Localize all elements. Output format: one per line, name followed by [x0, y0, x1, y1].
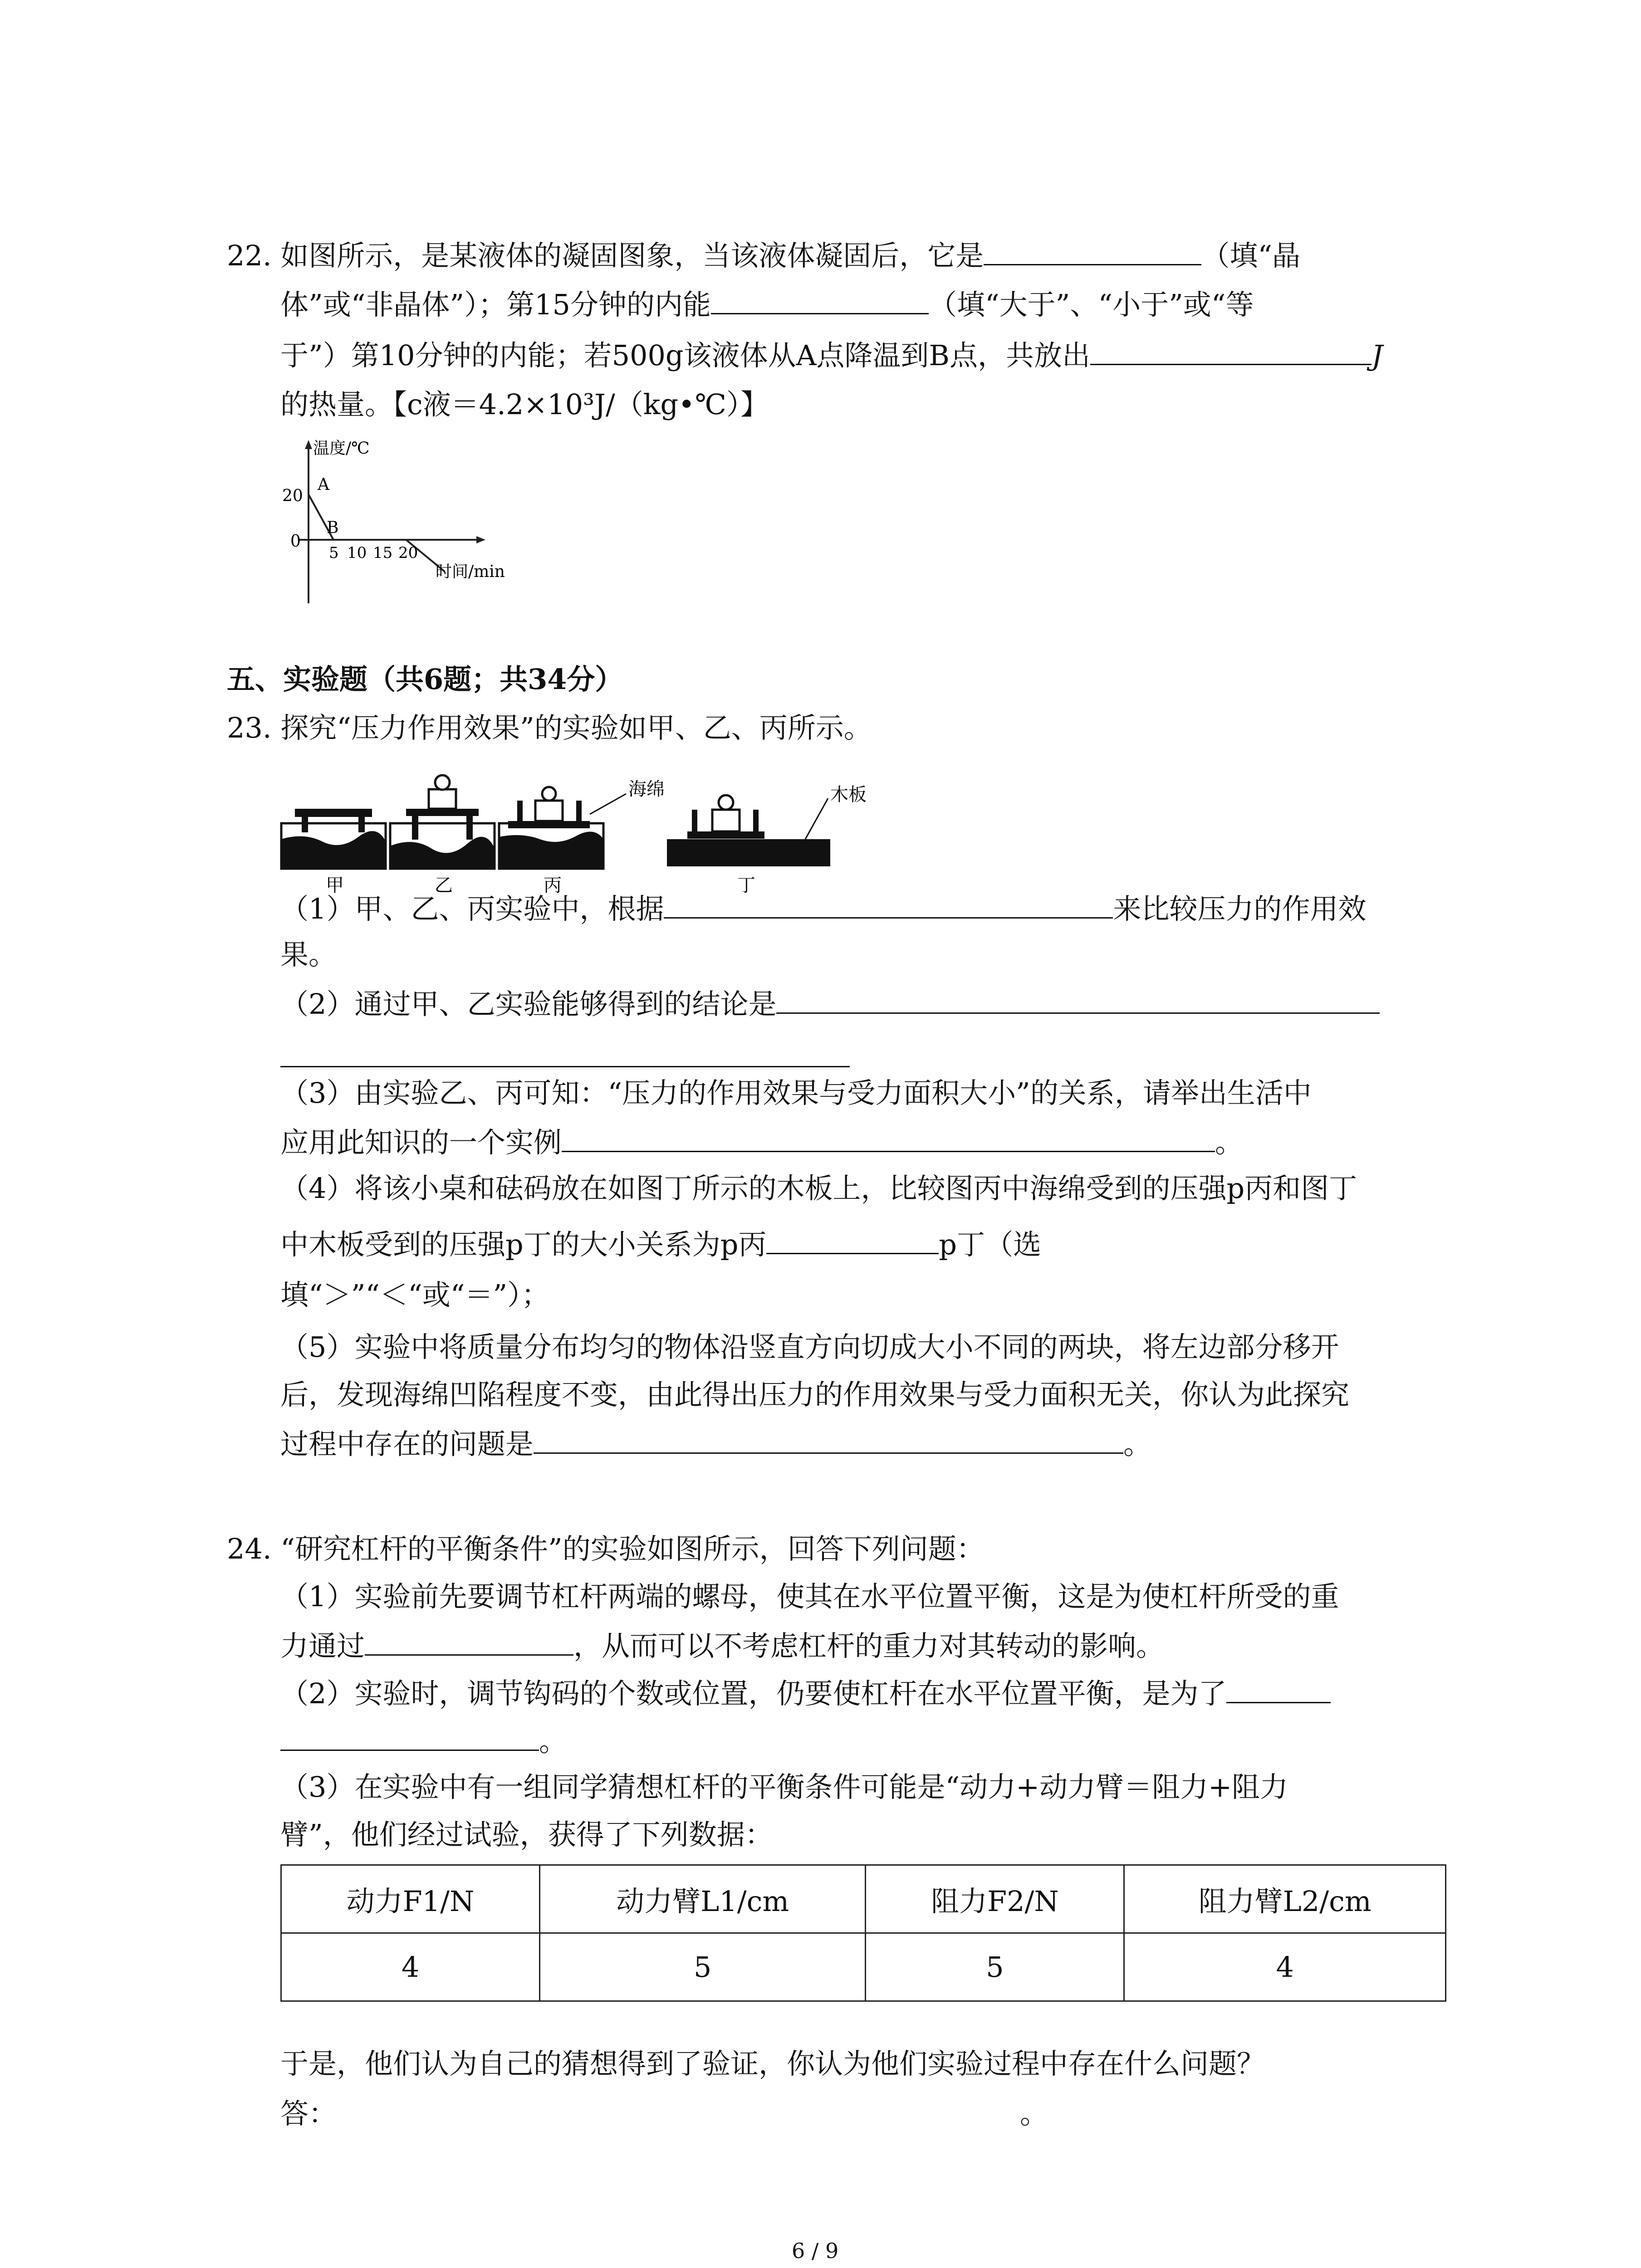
q24-p1b: 力通过 ，从而可以不考虑杠杆的重力对其转动的影响。: [280, 1626, 1164, 1664]
svg-text:海绵: 海绵: [628, 779, 665, 800]
q22-line1: 22. 如图所示，是某液体的凝固图象，当该液体凝固后，它是 （填“晶: [227, 236, 1300, 274]
q23-p2: （2）通过甲、乙实验能够得到的结论是: [280, 984, 1380, 1022]
q22-line3: 于”）第10分钟的内能；若500g该液体从A点降温到B点，共放出 J: [280, 336, 1383, 374]
fig-jia: [281, 809, 386, 896]
table-row: [281, 1933, 1446, 2001]
graph-origin: 0: [290, 532, 301, 551]
q23-blank-p4[interactable]: [766, 1225, 939, 1254]
q23-blank-p1[interactable]: [664, 889, 1113, 919]
graph-x-tick-10: 10: [347, 544, 367, 562]
svg-text:乙: 乙: [435, 875, 453, 896]
q23-p5b: 后，发现海绵凹陷程度不变，由此得出压力的作用效果与受力面积无关，你认为此探究: [280, 1378, 1350, 1411]
graph-x-tick-15: 15: [373, 544, 393, 562]
q24-answer: 答： 。: [280, 2097, 1048, 2130]
q23-pressure-figure: [277, 755, 912, 896]
q23-p1: （1）甲、乙、丙实验中，根据 来比较压力的作用效: [280, 889, 1366, 927]
q23-blank-p2a[interactable]: [776, 984, 1380, 1014]
q23-p4d: 填“＞”“＜“或“＝”）；: [280, 1278, 550, 1311]
q24-p3a: （3）在实验中有一组同学猜想杠杆的平衡条件可能是“动力+动力臂＝阻力+阻力: [280, 1770, 1288, 1804]
q23-p4a: （4）将该小桌和砝码放在如图丁所示的木板上，比较图丙中海绵受到的压强p丙和图丁: [280, 1172, 1357, 1205]
table-header-row: [281, 1865, 1446, 1933]
table-cell: 5: [866, 1933, 1124, 2001]
q23-p5c: 过程中存在的问题是 。: [280, 1424, 1151, 1462]
q23-blank-p3[interactable]: [562, 1123, 1215, 1152]
svg-text:甲: 甲: [326, 875, 344, 896]
fig-ding: [667, 784, 867, 896]
q24-after: 于是，他们认为自己的猜想得到了验证，你认为他们实验过程中存在什么问题？: [280, 2047, 1265, 2080]
q24-p3b: 臂”，他们经过试验，获得了下列数据：: [280, 1818, 773, 1851]
table-header-cell: 阻力F2/N: [866, 1865, 1124, 1933]
q24-blank-p1[interactable]: [365, 1626, 573, 1656]
q24-p2b: 。: [280, 1721, 567, 1760]
svg-text:丁: 丁: [737, 875, 755, 896]
q24-p1a: （1）实验前先要调节杠杆两端的螺母，使其在水平位置平衡，这是为使杠杆所受的重: [280, 1580, 1339, 1613]
graph-point-a: A: [318, 475, 329, 494]
graph-x-label: 时间/min: [436, 562, 505, 581]
graph-x-arrow: [476, 536, 485, 543]
graph-x-tick-5: 5: [329, 544, 339, 562]
q24-blank-p2b[interactable]: [280, 1721, 539, 1751]
table-cell: 5: [539, 1933, 866, 2001]
q22-line2: 体”或“非晶体”）；第15分钟的内能 （填“大于”、“小于”或“等: [280, 285, 1254, 323]
q22-blank-heat[interactable]: [1090, 336, 1372, 365]
q24-p2a: （2）实验时，调节钩码的个数或位置，仍要使杠杆在水平位置平衡，是为了: [280, 1674, 1331, 1712]
q23-p1c: 果。: [280, 938, 337, 971]
graph-y-arrow: [305, 440, 312, 449]
table-cell: 4: [281, 1933, 540, 2001]
table-header-cell: 动力F1/N: [281, 1865, 540, 1933]
graph-y-tick-20: 20: [282, 487, 303, 505]
svg-text:丙: 丙: [544, 875, 562, 896]
fig-yi: [390, 775, 495, 896]
q23-p3a: （3）由实验乙、丙可知：“压力的作用效果与受力面积大小”的关系，请举出生活中: [280, 1076, 1312, 1110]
q23-blank-p2b[interactable]: [280, 1066, 850, 1067]
table-header-cell: 动力臂L1/cm: [539, 1865, 866, 1933]
q23-p4b: 中木板受到的压强p丁的大小关系为p丙 p丁（选: [280, 1225, 1041, 1263]
q23-p3b: 应用此知识的一个实例 。: [280, 1123, 1243, 1161]
graph-y-label: 温度/℃: [313, 439, 370, 458]
q22-blank-energy[interactable]: [711, 285, 929, 314]
graph-x-tick-20: 20: [398, 544, 418, 562]
q22-blank-crystal[interactable]: [984, 236, 1201, 265]
fig-bing: [499, 779, 665, 896]
graph-point-b: B: [327, 518, 339, 537]
table-cell: 4: [1124, 1933, 1446, 2001]
q23-stem: 23. 探究“压力作用效果”的实验如甲、乙、丙所示。: [227, 711, 872, 744]
svg-text:木板: 木板: [830, 784, 867, 805]
table-header-cell: 阻力臂L2/cm: [1124, 1865, 1446, 1933]
q23-blank-p5[interactable]: [534, 1424, 1123, 1454]
page-number: 6 / 9: [792, 2239, 839, 2263]
q23-p5a: （5）实验中将质量分布均匀的物体沿竖直方向切成大小不同的两块，将左边部分移开: [280, 1330, 1339, 1364]
q22-line4: 的热量。【c液＝4.2×10³J/（kg•℃）】: [280, 388, 769, 421]
section-5-title: 五、实验题（共6题；共34分）: [227, 663, 623, 696]
q22-solidification-graph: [254, 435, 544, 608]
q24-blank-p2a[interactable]: [1226, 1674, 1331, 1703]
q24-stem: 24. “研究杠杆的平衡条件”的实验如图所示，回答下列问题：: [227, 1532, 985, 1565]
q24-data-table: [280, 1864, 1446, 2002]
